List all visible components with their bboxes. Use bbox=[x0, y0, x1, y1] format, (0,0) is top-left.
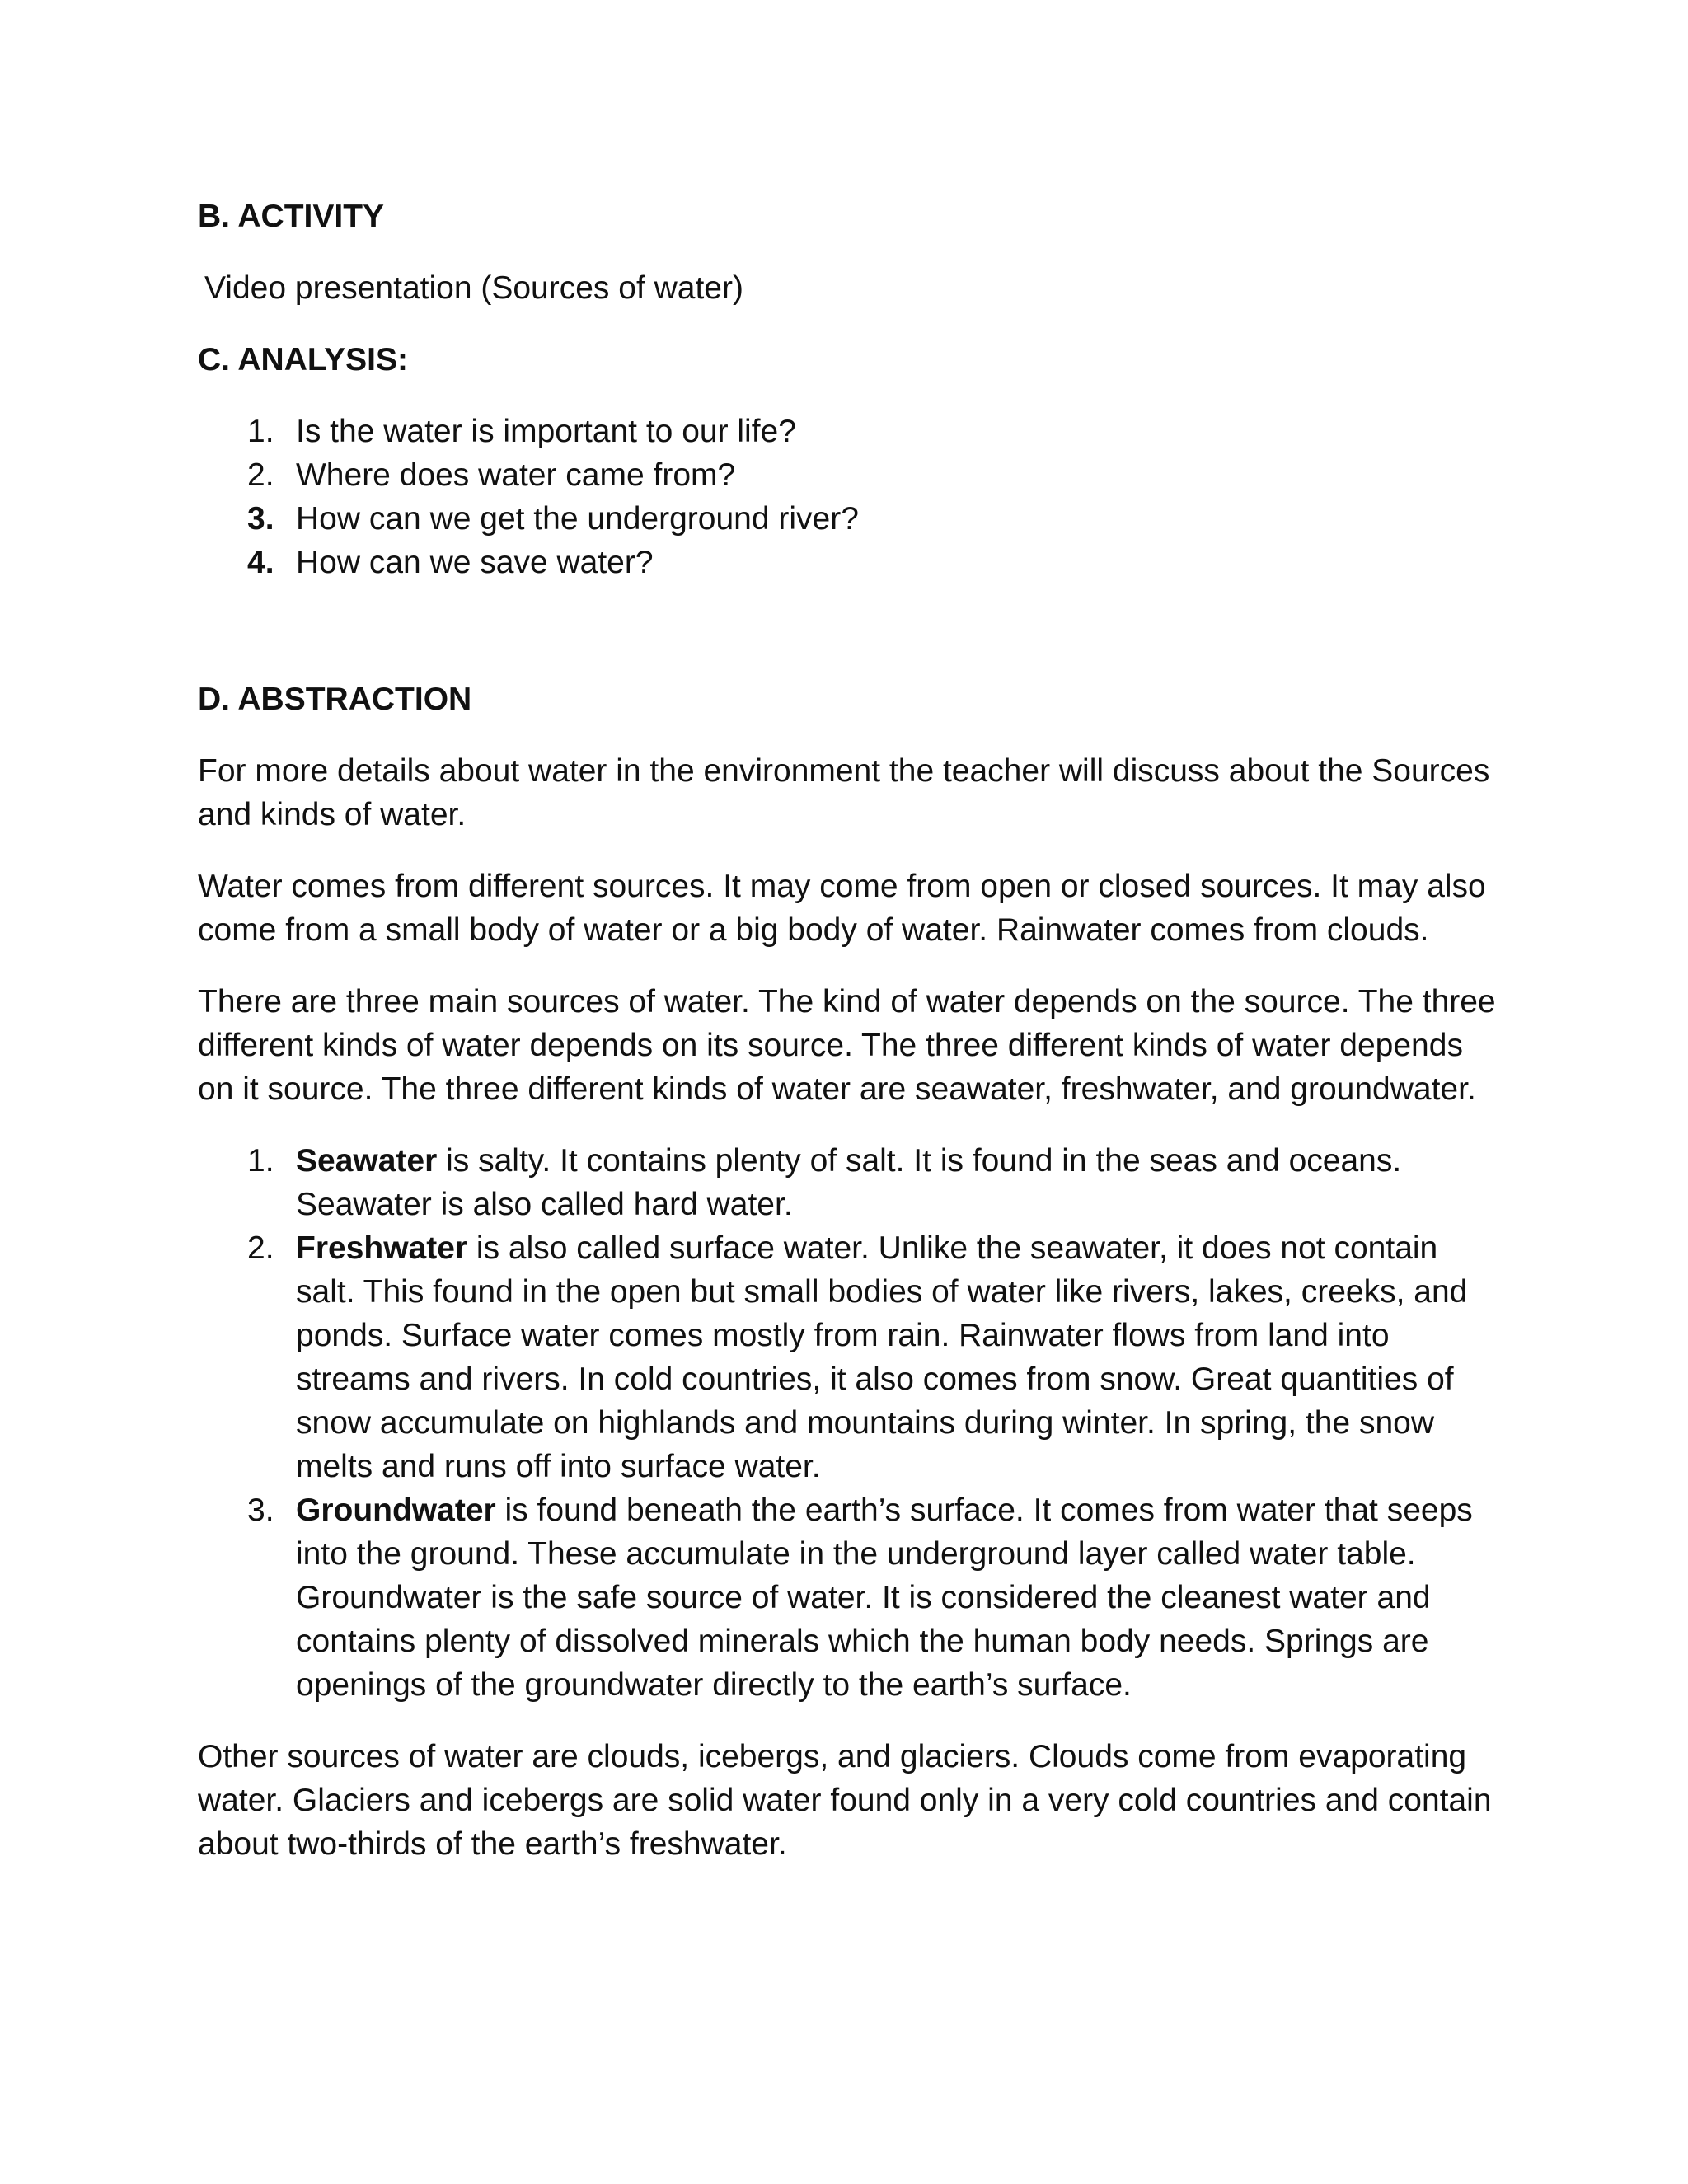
list-number: 2. bbox=[247, 1230, 274, 1266]
list-number: 2. bbox=[247, 457, 274, 493]
abstraction-paragraph-2: There are three main sources of water. The kind of water depends on the source. The three different kinds of water depends on its source. The three different kinds of water depends on it source. The three different kinds of water are seawater, freshwater, and groundwater. bbox=[198, 984, 1496, 1107]
question-text: Where does water came from? bbox=[296, 457, 736, 493]
question-text: Is the water is important to our life? bbox=[296, 414, 796, 449]
kind-term: Groundwater bbox=[296, 1493, 496, 1528]
abstraction-heading: D. ABSTRACTION bbox=[198, 682, 472, 717]
abstraction-intro: For more details about water in the environment the teacher will discuss about the Sources and kinds of water. bbox=[198, 753, 1490, 832]
analysis-question bbox=[198, 541, 1496, 584]
activity-text: Video presentation (Sources of water) bbox=[204, 270, 743, 306]
water-kinds-list bbox=[198, 1139, 1496, 1707]
analysis-question bbox=[198, 497, 1496, 541]
abstraction-closing: Other sources of water are clouds, icebergs, and glaciers. Clouds come from evaporating water. Glaciers and icebergs are solid water found only in a very cold countries and contain about two-thirds of the earth’s freshwater. bbox=[198, 1739, 1492, 1862]
water-kind-item bbox=[198, 1488, 1496, 1707]
kind-term: Seawater bbox=[296, 1143, 438, 1179]
kind-term: Freshwater bbox=[296, 1230, 468, 1266]
water-kind-item bbox=[198, 1139, 1496, 1226]
analysis-question bbox=[198, 453, 1496, 497]
water-kind-item bbox=[198, 1226, 1496, 1488]
analysis-heading: C. ANALYSIS: bbox=[198, 342, 408, 377]
abstraction-paragraph-1: Water comes from different sources. It may come from open or closed sources. It may also come from a small body of water or a big body of water. Rainwater comes from clouds. bbox=[198, 869, 1486, 948]
list-number: 1. bbox=[247, 1143, 274, 1179]
document-page bbox=[198, 194, 1496, 1894]
kind-description: is found beneath the earth’s surface. It comes from water that seeps into the ground. These accumulate in the underground layer called water table. Groundwater is the safe source of water. It is considered the cleanest water and contains plenty of dissolved minerals which the human body needs. Springs are openings of the groundwater directly to the earth’s surface. bbox=[296, 1493, 1473, 1703]
analysis-questions bbox=[198, 410, 1496, 584]
list-number: 3. bbox=[247, 501, 274, 537]
analysis-question bbox=[198, 410, 1496, 453]
list-number: 4. bbox=[247, 545, 274, 580]
list-number: 3. bbox=[247, 1493, 274, 1528]
kind-description: is also called surface water. Unlike the seawater, it does not contain salt. This found in the open but small bodies of water like rivers, lakes, creeks, and ponds. Surface water comes mostly from rain. Rainwater flows from land into streams and rivers. In cold countries, it also comes from snow. Great quantities of snow accumulate on highlands and mountains during winter. In spring, the snow melts and runs off into surface water. bbox=[296, 1230, 1468, 1484]
question-text: How can we save water? bbox=[296, 545, 654, 580]
activity-heading: B. ACTIVITY bbox=[198, 199, 385, 234]
kind-description: is salty. It contains plenty of salt. It is found in the seas and oceans. Seawater is also called hard water. bbox=[296, 1143, 1402, 1222]
question-text: How can we get the underground river? bbox=[296, 501, 859, 537]
list-number: 1. bbox=[247, 414, 274, 449]
